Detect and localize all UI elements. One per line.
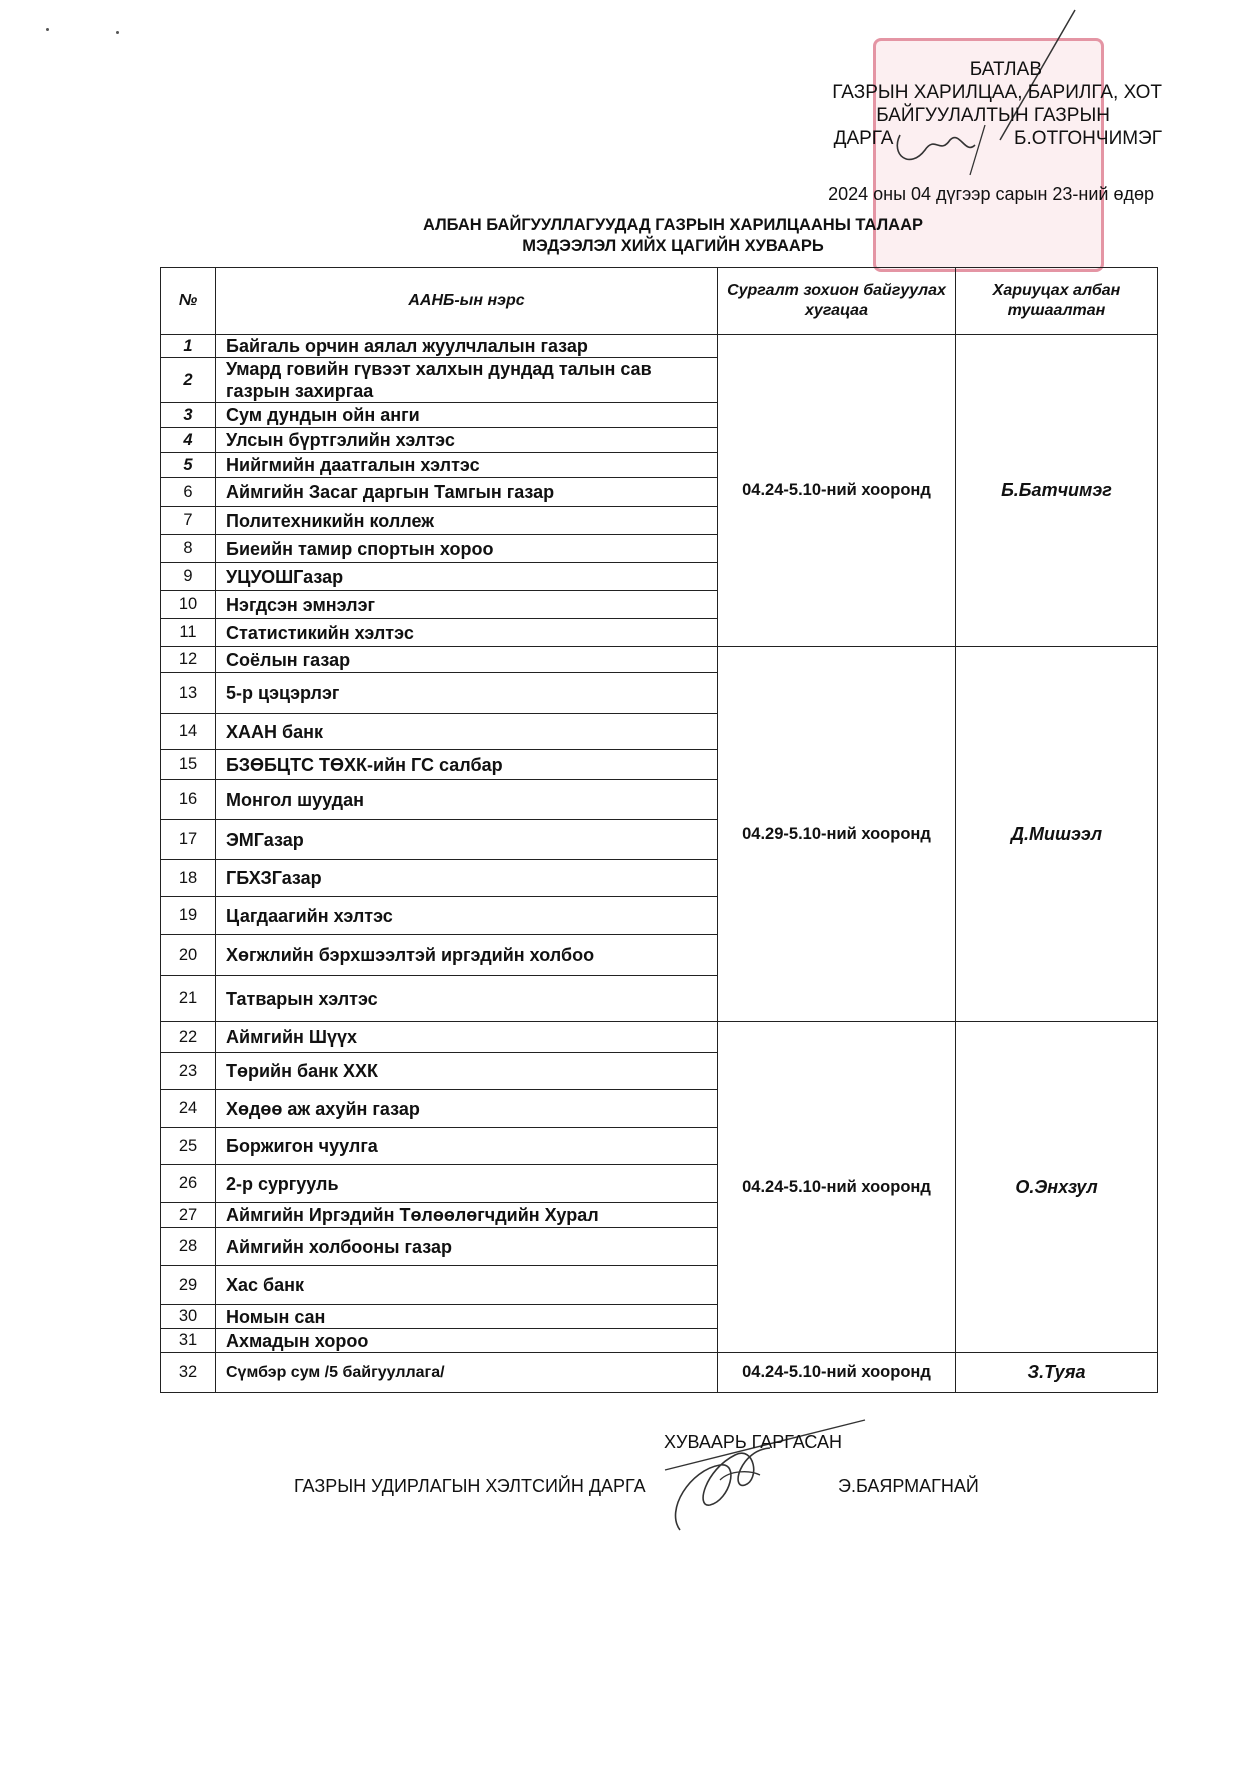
row-name: БЗӨБЦТС ТӨХК-ийн ГС салбар (216, 750, 718, 780)
header-person: Хариуцах албан тушаалтан (956, 268, 1158, 335)
group-person: Б.Батчимэг (956, 335, 1158, 647)
table-header-row (161, 268, 1158, 335)
row-num: 26 (161, 1165, 216, 1203)
row-num: 25 (161, 1128, 216, 1165)
row-num: 15 (161, 750, 216, 780)
row-num: 22 (161, 1022, 216, 1053)
header-name: ААНБ-ын нэрс (216, 268, 718, 335)
footer-position: ГАЗРЫН УДИРЛАГЫН ХЭЛТСИЙН ДАРГА (294, 1476, 646, 1496)
table-row (161, 335, 1158, 358)
row-num: 12 (161, 647, 216, 673)
row-name: Номын сан (216, 1305, 718, 1329)
row-num: 23 (161, 1053, 216, 1090)
approval-title: БАТЛАВ (969, 59, 1042, 80)
row-num: 27 (161, 1203, 216, 1228)
row-name: 5-р цэцэрлэг (216, 673, 718, 714)
row-num: 5 (161, 453, 216, 478)
row-name: Аймгийн Шүүх (216, 1022, 718, 1053)
row-name: Нийгмийн даатгалын хэлтэс (216, 453, 718, 478)
row-num: 10 (161, 591, 216, 619)
approval-position: ДАРГА (833, 128, 894, 149)
row-name: Хөгжлийн бэрхшээлтэй иргэдийн холбоо (216, 935, 718, 976)
document-title-line1: АЛБАН БАЙГУУЛЛАГУУДАД ГАЗРЫН ХАРИЛЦААНЫ ТАЛААР (422, 216, 924, 234)
header-period: Сургалт зохион байгуулах хугацаа (718, 268, 956, 335)
header-num: № (161, 268, 216, 335)
group-period: 04.24-5.10-ний хооронд (718, 1353, 956, 1393)
footer-name: Э.БАЯРМАГНАЙ (838, 1476, 979, 1496)
table-row (161, 647, 1158, 673)
row-num: 24 (161, 1090, 216, 1128)
approval-org-line2: БАЙГУУЛАЛТЫН ГАЗРЫН (876, 105, 1110, 126)
approval-block (702, 58, 1162, 150)
group-period: 04.24-5.10-ний хооронд (718, 1022, 956, 1353)
row-name: Нэгдсэн эмнэлэг (216, 591, 718, 619)
approval-org-line1: ГАЗРЫН ХАРИЛЦАА, БАРИЛГА, ХОТ (832, 82, 1162, 103)
row-num: 30 (161, 1305, 216, 1329)
row-name: Боржигон чуулга (216, 1128, 718, 1165)
row-num: 7 (161, 507, 216, 535)
row-name: Хас банк (216, 1266, 718, 1305)
group-period: 04.29-5.10-ний хооронд (718, 647, 956, 1022)
group-person: З.Туяа (956, 1353, 1158, 1393)
row-num: 13 (161, 673, 216, 714)
scan-speck (116, 31, 119, 34)
row-name: ЭМГазар (216, 820, 718, 860)
row-name: Монгол шуудан (216, 780, 718, 820)
row-name: УЦУОШГазар (216, 563, 718, 591)
row-name: Төрийн банк ХХК (216, 1053, 718, 1090)
row-name: 2-р сургууль (216, 1165, 718, 1203)
document-title-line2: МЭДЭЭЛЭЛ ХИЙХ ЦАГИЙН ХУВААРЬ (522, 237, 824, 255)
prepared-signature (660, 1410, 880, 1540)
row-name: Татварын хэлтэс (216, 976, 718, 1022)
row-name: Аймгийн Иргэдийн Төлөөлөгчдийн Хурал (216, 1203, 718, 1228)
approval-signer (702, 127, 1162, 150)
row-num: 6 (161, 478, 216, 507)
row-num: 19 (161, 897, 216, 935)
row-name: Соёлын газар (216, 647, 718, 673)
row-name: Хөдөө аж ахуйн газар (216, 1090, 718, 1128)
row-num: 14 (161, 714, 216, 750)
footer-prepared: ХУВААРЬ ГАРГАСАН (664, 1432, 842, 1452)
table-row (161, 1353, 1158, 1393)
row-num: 32 (161, 1353, 216, 1393)
group-period: 04.24-5.10-ний хооронд (718, 335, 956, 647)
approval-date: 2024 оны 04 дүгээр сарын 23-ний өдөр (828, 184, 1154, 204)
row-name: Улсын бүртгэлийн хэлтэс (216, 428, 718, 453)
row-name: Сум дундын ойн анги (216, 403, 718, 428)
row-num: 11 (161, 619, 216, 647)
row-name: Биеийн тамир спортын хороо (216, 535, 718, 563)
row-num: 28 (161, 1228, 216, 1266)
row-name: Умард говийн гүвээт халхын дундад талын сав газрын захиргаа (216, 358, 718, 403)
row-name: Цагдаагийн хэлтэс (216, 897, 718, 935)
row-name: Сүмбэр сум /5 байгууллага/ (216, 1353, 718, 1393)
row-num: 31 (161, 1329, 216, 1353)
row-num: 1 (161, 335, 216, 358)
row-num: 9 (161, 563, 216, 591)
row-name: Аймгийн Засаг даргын Тамгын газар (216, 478, 718, 507)
row-name: Политехникийн коллеж (216, 507, 718, 535)
row-name: Аймгийн холбооны газар (216, 1228, 718, 1266)
row-name: ХААН банк (216, 714, 718, 750)
row-name: Ахмадын хороо (216, 1329, 718, 1353)
row-num: 3 (161, 403, 216, 428)
group-person: Д.Мишээл (956, 647, 1158, 1022)
row-num: 2 (161, 358, 216, 403)
row-name: Статистикийн хэлтэс (216, 619, 718, 647)
row-name: Байгаль орчин аялал жуулчлалын газар (216, 335, 718, 358)
row-num: 18 (161, 860, 216, 897)
row-name: ГБХЗГазар (216, 860, 718, 897)
table-row (161, 1022, 1158, 1053)
row-num: 29 (161, 1266, 216, 1305)
scan-speck (46, 28, 49, 31)
schedule-table (160, 267, 1158, 1393)
row-num: 16 (161, 780, 216, 820)
row-num: 21 (161, 976, 216, 1022)
approval-name: Б.ОТГОНЧИМЭГ (1014, 128, 1162, 149)
row-num: 20 (161, 935, 216, 976)
row-num: 4 (161, 428, 216, 453)
group-person: О.Энхзул (956, 1022, 1158, 1353)
row-num: 8 (161, 535, 216, 563)
row-num: 17 (161, 820, 216, 860)
